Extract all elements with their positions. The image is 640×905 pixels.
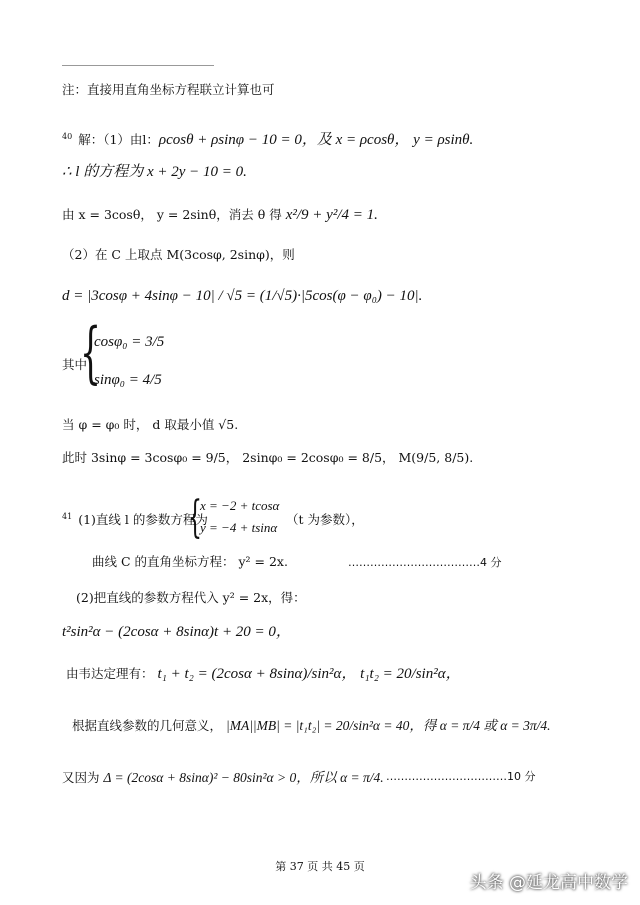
left-brace: { [188, 492, 202, 543]
p40-line-3 [62, 205, 378, 224]
p40-line3-text: 由 x = 3cosθ， y = 2sinθ，消去 θ 得 [62, 207, 282, 222]
watermark: 头条 @延龙高中数学 [469, 873, 628, 893]
p41-line5-eq: t₁ + t₂ = (2cosα + 8sinα)/sin²α， t₁t₂ = 20/sin²α， [157, 666, 461, 682]
p41-param-note: （t 为参数）， [286, 512, 364, 527]
p41-line6-text: 根据直线参数的几何意义， [72, 718, 223, 733]
p40-qizhong: 其中 [62, 357, 88, 372]
p40-line-7: 当 φ = φ₀ 时， d 取最小值 √5. [62, 417, 239, 432]
score-10: ……………………………10 分 [386, 770, 536, 783]
p41-line-7 [62, 766, 384, 786]
p40-line-8: 此时 3sinφ = 3cosφ₀ = 9/5， 2sinφ₀ = 2cosφ₀ = 8/5， M(9/5, 8/5). [62, 450, 474, 465]
top-divider [62, 65, 214, 66]
problem-number: 41 [62, 511, 73, 521]
p40-line1-eq: ρcosθ + ρsinφ − 10 = 0，及 x = ρcosθ， y = ρsinθ. [158, 132, 474, 148]
p41-line1-text: (1)直线 l 的参数方程为 [78, 512, 208, 527]
p40-line3-eq: x²/9 + y²/4 = 1. [285, 207, 378, 223]
p40-line-2: ∴ l 的方程为 x + 2y − 10 = 0. [62, 164, 247, 180]
problem-40-line-1 [62, 128, 473, 149]
p41-param-y: y = −4 + tsinα [200, 520, 278, 535]
p40-line1-text: 解：（1）由l： [78, 132, 159, 147]
left-brace: { [80, 314, 101, 391]
p41-line6-eq: |MA||MB| = |t₁t₂| = 20/sin²α = 40，得 α = π/4 或 α = 3π/4. [226, 718, 551, 733]
p41-param-x: x = −2 + tcosα [200, 498, 280, 513]
p40-cos-phi0: cosφ₀ = 3/5 [94, 334, 165, 350]
score-4: ………………………………4 分 [348, 556, 502, 569]
p41-line-4: t²sin²α − (2cosα + 8sinα)t + 20 = 0， [62, 624, 291, 640]
p41-line5-text: 由韦达定理有： [66, 666, 154, 681]
problem-number: 40 [62, 131, 73, 141]
p41-line7-eq: Δ = (2cosα + 8sinα)² − 80sin²α > 0，所以 α = π/4. [103, 770, 384, 785]
note-text: 注：直接用直角坐标方程联立计算也可 [62, 82, 275, 97]
p41-line-6 [72, 714, 551, 734]
p40-line-5: d = |3cosφ + 4sinφ − 10| / √5 = (1/√5)·|5cos(φ − φ₀) − 10|. [62, 288, 423, 304]
p41-line-2: 曲线 C 的直角坐标方程： y² = 2x. [92, 554, 288, 569]
p41-line-5 [66, 662, 461, 683]
page-footer: 第 37 页 共 45 页 [275, 860, 365, 873]
p41-line7-text: 又因为 [62, 770, 100, 785]
problem-41-line-1 [62, 510, 208, 528]
p40-sin-phi0: sinφ₀ = 4/5 [94, 372, 162, 388]
p40-line-4: （2）在 C 上取点 M(3cosφ, 2sinφ)，则 [62, 247, 295, 262]
p41-line-3: (2)把直线的参数方程代入 y² = 2x，得： [76, 590, 306, 605]
